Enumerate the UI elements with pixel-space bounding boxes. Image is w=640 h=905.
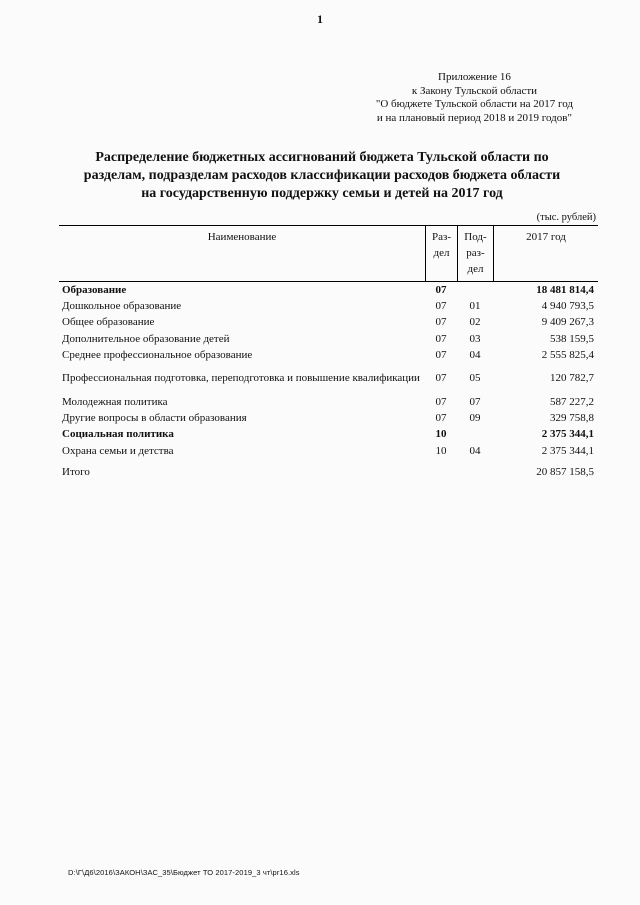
row-amount: 2 375 344,1 — [541, 428, 594, 441]
row-amount: 120 782,7 — [550, 372, 594, 385]
table-row — [59, 394, 598, 410]
title-line: Распределение бюджетных ассигнований бюджета Тульской области по — [95, 150, 549, 165]
table-row — [59, 282, 598, 298]
row-subsection: 01 — [469, 300, 481, 313]
table-row — [59, 315, 598, 331]
row-subsection: 04 — [469, 444, 481, 457]
row-subsection: 02 — [469, 316, 481, 329]
row-amount: 4 940 793,5 — [541, 300, 594, 313]
row-name: Общее образование — [62, 316, 155, 329]
table-row — [59, 364, 598, 394]
row-amount: 2 555 825,4 — [541, 349, 594, 362]
row-name: Образование — [62, 283, 127, 296]
header-subsection-line: Под- — [464, 231, 487, 243]
row-name: Молодежная политика — [62, 395, 168, 408]
row-subsection: 04 — [469, 349, 481, 362]
budget-table — [59, 225, 598, 481]
row-section: 07 — [435, 372, 447, 385]
row-section: 07 — [435, 316, 447, 329]
annex-line: и на плановый период 2018 и 2019 годов" — [376, 111, 572, 124]
row-section: 10 — [435, 428, 447, 441]
total-label: Итого — [62, 466, 90, 479]
row-section: 07 — [435, 283, 447, 296]
row-section: 07 — [435, 300, 447, 313]
header-subsection-line: дел — [467, 263, 484, 275]
row-amount: 538 159,5 — [550, 332, 594, 345]
row-subsection: 05 — [469, 372, 481, 385]
header-name: Наименование — [207, 231, 277, 243]
annex-reference — [376, 71, 573, 125]
table-row — [59, 331, 598, 347]
table-header — [59, 225, 598, 282]
annex-line: к Закону Тульской области — [411, 84, 538, 97]
row-name: Дошкольное образование — [62, 300, 182, 313]
row-subsection: 09 — [469, 412, 481, 425]
row-section: 07 — [435, 332, 447, 345]
row-name: Другие вопросы в области образования — [62, 412, 247, 425]
row-section: 07 — [435, 412, 447, 425]
page-number: 1 — [317, 12, 323, 26]
annex-line: "О бюджете Тульской области на 2017 год — [375, 98, 573, 110]
table-row — [59, 298, 598, 314]
header-subsection-line: раз- — [466, 247, 485, 259]
header-section-line: Раз- — [431, 231, 451, 243]
total-amount: 20 857 158,5 — [536, 466, 594, 479]
document-title — [62, 149, 582, 203]
row-subsection: 03 — [469, 332, 481, 345]
row-amount: 2 375 344,1 — [541, 444, 594, 457]
title-line: на государственную поддержку семьи и детей на 2017 год — [141, 186, 503, 201]
header-amount: 2017 год — [493, 226, 598, 281]
table-row — [59, 427, 598, 443]
row-name: Социальная политика — [62, 428, 174, 441]
row-section: 07 — [435, 349, 447, 362]
table-row — [59, 410, 598, 426]
total-row — [59, 465, 598, 481]
title-line: разделам, подразделам расходов классификации расходов бюджета области — [83, 168, 561, 183]
row-name: Среднее профессиональное образование — [62, 349, 253, 362]
units-label: (тыс. рублей) — [536, 212, 596, 223]
row-amount: 18 481 814,4 — [536, 283, 594, 296]
row-amount: 587 227,2 — [550, 395, 594, 408]
row-name: Профессиональная подготовка, переподготовка и повышение квалификации — [62, 372, 420, 385]
row-name: Дополнительное образование детей — [62, 332, 230, 345]
header-subsection — [457, 226, 493, 281]
row-name: Охрана семьи и детства — [62, 444, 174, 457]
row-amount: 329 758,8 — [550, 412, 594, 425]
row-subsection: 07 — [469, 395, 481, 408]
table-row — [59, 348, 598, 364]
table-row — [59, 443, 598, 459]
row-amount: 9 409 267,3 — [541, 316, 594, 329]
file-path-footer: D:\Г\Д6\2016\ЗАКОН\ЗАС_35\Бюджет ТО 2017-2019_3 чт\pr16.xls — [68, 868, 300, 877]
row-section: 10 — [435, 444, 447, 457]
annex-line: Приложение 16 — [438, 71, 511, 83]
header-section-line: дел — [433, 247, 450, 259]
header-section — [425, 226, 457, 281]
row-section: 07 — [435, 395, 447, 408]
